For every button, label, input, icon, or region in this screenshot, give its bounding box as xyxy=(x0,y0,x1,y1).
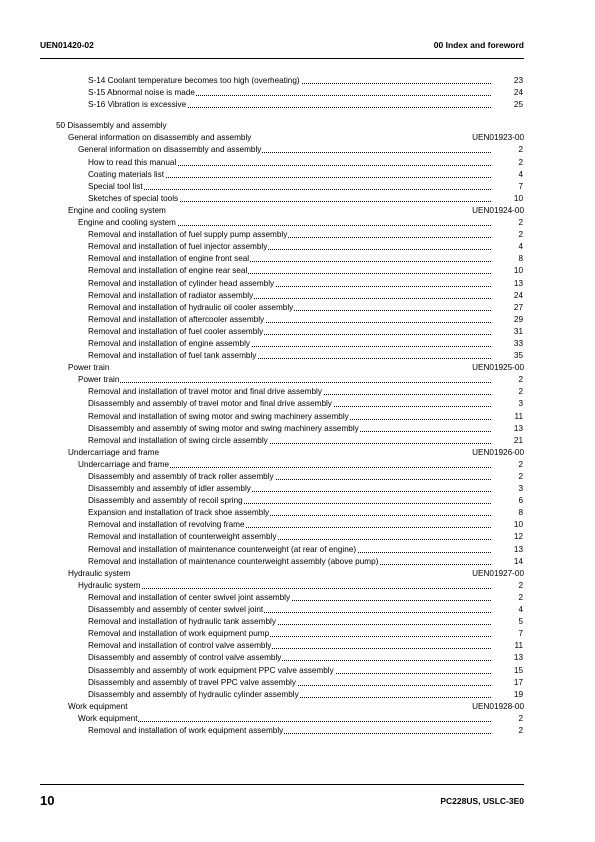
toc-entry xyxy=(0,144,595,156)
toc-entry xyxy=(0,701,595,713)
toc-entry xyxy=(0,580,595,592)
toc-entry xyxy=(0,398,595,410)
toc-page-number: 3 xyxy=(518,399,523,409)
toc-entry xyxy=(0,157,595,169)
toc-entry xyxy=(0,435,595,447)
toc-entry xyxy=(0,314,595,326)
toc-leader-dots xyxy=(78,374,491,386)
toc-document-code: UEN01928-00 xyxy=(472,701,524,711)
toc-page-number: 27 xyxy=(513,302,523,312)
toc-page-number: 2 xyxy=(518,157,523,167)
toc-entry-title: Disassembly and assembly of track roller assembly xyxy=(88,472,274,481)
toc-entry xyxy=(0,616,595,628)
toc-leader-dots xyxy=(78,144,491,156)
toc-entry xyxy=(0,507,595,519)
toc-entry-title: Removal and installation of center swivel joint assembly xyxy=(88,592,291,602)
toc-entry xyxy=(0,253,595,265)
document-code: UEN01420-02 xyxy=(40,40,94,50)
toc-entry-title: Removal and installation of aftercooler assembly xyxy=(88,314,265,324)
toc-entry xyxy=(0,99,595,111)
toc-entry xyxy=(0,181,595,193)
toc-page-number: 2 xyxy=(518,375,523,385)
toc-page-number: 4 xyxy=(518,169,523,179)
toc-leader-dots xyxy=(88,290,491,302)
toc-page-number: 7 xyxy=(518,629,523,639)
toc-entry xyxy=(0,471,595,483)
toc-leader-dots xyxy=(88,241,491,253)
toc-leader-dots xyxy=(88,725,491,737)
toc-page-number: 13 xyxy=(513,653,523,663)
toc-page-number: 13 xyxy=(513,544,523,554)
toc-page-number: 10 xyxy=(513,193,523,203)
toc-section-title: Power train xyxy=(68,362,110,374)
toc-entry xyxy=(0,531,595,543)
toc-leader-dots xyxy=(88,169,491,181)
toc-page-number: 13 xyxy=(513,278,523,288)
toc-leader-dots xyxy=(88,628,491,640)
toc-entry-title: S-14 Coolant temperature becomes too high (overheating) xyxy=(88,76,300,85)
toc-page-number: 24 xyxy=(513,290,523,300)
toc-entry xyxy=(0,592,595,604)
toc-leader-dots xyxy=(88,423,491,435)
toc-leader-dots xyxy=(88,99,491,111)
toc-entry-title: Expansion and installation of track shoe assembly xyxy=(88,508,270,518)
toc-entry xyxy=(0,677,595,689)
toc-entry xyxy=(0,483,595,495)
toc-leader-dots xyxy=(88,556,491,568)
toc-page-number: 11 xyxy=(514,641,523,651)
toc-leader-dots xyxy=(88,75,491,87)
toc-section-title: Engine and cooling system xyxy=(68,205,167,217)
toc-entry-title: Work equipment xyxy=(78,713,138,723)
toc-leader-dots xyxy=(88,253,491,265)
toc-page-number: 14 xyxy=(513,556,523,566)
toc-leader-dots xyxy=(78,217,491,229)
toc-section-title: Hydraulic system xyxy=(68,568,131,580)
toc-entry-title: Power train xyxy=(78,375,120,385)
toc-leader-dots xyxy=(88,507,491,519)
toc-entry-title: Removal and installation of radiator assembly xyxy=(88,290,254,300)
toc-leader-dots xyxy=(88,665,491,677)
toc-entry xyxy=(0,132,595,144)
section-title: 00 Index and foreword xyxy=(433,40,524,50)
toc-entry-title: Removal and installation of engine assembly xyxy=(88,338,251,348)
toc-page-number: 2 xyxy=(518,472,523,481)
toc-entry-title: How to read this manual xyxy=(88,157,177,167)
toc-entry-title: Removal and installation of engine front seal xyxy=(88,254,250,264)
toc-entry xyxy=(0,604,595,616)
toc-leader-dots xyxy=(78,580,491,592)
toc-entry xyxy=(0,290,595,302)
toc-entry-title: Removal and installation of maintenance counterweight (at rear of engine) xyxy=(88,544,357,554)
toc-leader-dots xyxy=(88,689,491,701)
toc-entry-title: Removal and installation of swing circle assembly xyxy=(88,435,268,445)
toc-page-number: 11 xyxy=(514,411,523,421)
toc-leader-dots xyxy=(88,640,491,652)
toc-entry-title: Disassembly and assembly of swing motor and swing machinery assembly xyxy=(88,423,359,433)
toc-entry xyxy=(0,265,595,277)
toc-entry-title: Removal and installation of hydraulic tank assembly xyxy=(88,617,276,627)
toc-leader-dots xyxy=(88,616,491,628)
toc-entry xyxy=(0,169,595,181)
toc-leader-dots xyxy=(88,544,491,556)
toc-leader-dots xyxy=(88,652,491,664)
toc-leader-dots xyxy=(88,531,491,543)
toc-entry-title: Disassembly and assembly of center swivel joint xyxy=(88,605,264,615)
toc-page-number: 21 xyxy=(513,435,523,445)
toc-leader-dots xyxy=(88,326,491,338)
toc-entry-title: Hydraulic system xyxy=(78,580,141,590)
toc-entry-title: Engine and cooling system xyxy=(78,218,176,228)
toc-page-number: 2 xyxy=(518,592,523,602)
toc-entry-title: Removal and installation of travel motor and final drive assembly xyxy=(88,387,322,397)
toc-leader-dots xyxy=(88,302,491,314)
toc-page-number: 2 xyxy=(518,387,523,397)
toc-entry-title: Removal and installation of engine rear seal xyxy=(88,266,248,276)
table-of-contents xyxy=(0,75,595,737)
toc-entry-title: Disassembly and assembly of recoil spring xyxy=(88,496,243,506)
toc-page-number: 23 xyxy=(513,76,523,85)
toc-leader-dots xyxy=(88,677,491,689)
toc-page-number: 8 xyxy=(518,508,523,518)
toc-page-number: 10 xyxy=(513,520,523,530)
toc-entry xyxy=(0,362,595,374)
toc-entry xyxy=(0,374,595,386)
toc-page-number: 31 xyxy=(513,326,523,336)
page-number: 10 xyxy=(40,793,55,808)
toc-leader-dots xyxy=(88,87,491,99)
toc-entry xyxy=(0,87,595,99)
toc-page-number: 2 xyxy=(518,459,523,469)
toc-leader-dots xyxy=(88,592,491,604)
toc-page-number: 8 xyxy=(518,254,523,264)
toc-entry xyxy=(0,120,595,132)
toc-entry-title: Undercarriage and frame xyxy=(78,459,170,469)
toc-entry-title: Disassembly and assembly of travel PPC valve assembly xyxy=(88,677,296,687)
toc-page-number: 33 xyxy=(513,338,523,348)
toc-entry-title: Removal and installation of fuel cooler assembly xyxy=(88,326,264,336)
toc-entry-title: Removal and installation of control valve assembly xyxy=(88,641,272,651)
toc-entry-title: Removal and installation of revolving frame xyxy=(88,520,245,530)
toc-entry-title: S-15 Abnormal noise is made xyxy=(88,88,195,98)
toc-leader-dots xyxy=(88,386,491,398)
toc-entry-title: General information on disassembly and assembly xyxy=(78,145,262,155)
toc-page-number: 4 xyxy=(518,242,523,252)
toc-leader-dots xyxy=(88,181,491,193)
toc-leader-dots xyxy=(88,471,491,483)
toc-entry xyxy=(0,302,595,314)
toc-leader-dots xyxy=(88,229,491,241)
toc-entry-title: Coating materials list xyxy=(88,169,164,179)
toc-entry-title: Removal and installation of work equipment pump xyxy=(88,629,270,639)
toc-document-code: UEN01926-00 xyxy=(472,447,524,457)
toc-entry-title: Sketches of special tools xyxy=(88,193,179,203)
toc-leader-dots xyxy=(88,350,491,362)
toc-entry xyxy=(0,665,595,677)
toc-entry xyxy=(0,338,595,350)
toc-entry xyxy=(0,326,595,338)
toc-leader-dots xyxy=(88,495,491,507)
toc-entry xyxy=(0,229,595,241)
toc-entry xyxy=(0,713,595,725)
toc-entry-title: Removal and installation of fuel supply pump assembly xyxy=(88,230,288,240)
toc-entry xyxy=(0,544,595,556)
toc-page-number: 2 xyxy=(518,713,523,723)
toc-leader-dots xyxy=(78,459,491,471)
toc-leader-dots xyxy=(88,338,491,350)
toc-leader-dots xyxy=(88,278,491,290)
toc-page-number: 2 xyxy=(518,580,523,590)
toc-chapter-title: 50 Disassembly and assembly xyxy=(56,120,168,132)
toc-page-number: 24 xyxy=(513,88,523,98)
toc-document-code: UEN01925-00 xyxy=(472,363,524,373)
toc-document-code: UEN01927-00 xyxy=(472,568,524,578)
toc-entry-title: Removal and installation of fuel tank assembly xyxy=(88,351,257,361)
toc-entry xyxy=(0,217,595,229)
toc-entry xyxy=(0,640,595,652)
header-rule xyxy=(40,58,524,59)
toc-entry xyxy=(0,75,595,87)
toc-entry-title: Disassembly and assembly of work equipment PPC valve assembly xyxy=(88,665,334,675)
toc-section-title: General information on disassembly and assembly xyxy=(68,132,252,144)
toc-entry-title: S-16 Vibration is excessive xyxy=(88,100,187,110)
toc-entry-title: Special tool list xyxy=(88,181,143,191)
toc-leader-dots xyxy=(88,435,491,447)
toc-page-number: 29 xyxy=(513,314,523,324)
toc-page-number: 15 xyxy=(513,665,523,675)
toc-entry-title: Removal and installation of hydraulic oil cooler assembly xyxy=(88,302,294,312)
toc-leader-dots xyxy=(78,713,491,725)
toc-entry-title: Removal and installation of maintenance counterweight assembly (above pump) xyxy=(88,556,379,566)
toc-page-number: 2 xyxy=(518,218,523,228)
toc-entry xyxy=(0,193,595,205)
toc-entry-title: Disassembly and assembly of hydraulic cylinder assembly xyxy=(88,689,299,699)
footer-rule xyxy=(40,784,524,785)
toc-page-number: 17 xyxy=(513,677,523,687)
toc-leader-dots xyxy=(88,483,491,495)
toc-section-title: Work equipment xyxy=(68,701,128,713)
toc-page-number: 5 xyxy=(518,617,523,627)
toc-page-number: 13 xyxy=(513,423,523,433)
toc-entry-title: Disassembly and assembly of travel motor and final drive assembly xyxy=(88,399,332,409)
toc-leader-dots xyxy=(88,314,491,326)
toc-page-number: 2 xyxy=(518,230,523,240)
toc-leader-dots xyxy=(88,411,491,423)
toc-entry xyxy=(0,652,595,664)
toc-spacer xyxy=(0,111,595,120)
toc-leader-dots xyxy=(88,193,491,205)
toc-entry xyxy=(0,447,595,459)
toc-entry xyxy=(0,725,595,737)
toc-entry xyxy=(0,519,595,531)
toc-page-number: 2 xyxy=(518,145,523,155)
toc-page-number: 3 xyxy=(518,484,523,494)
toc-entry xyxy=(0,423,595,435)
toc-page-number: 35 xyxy=(513,351,523,361)
toc-leader-dots xyxy=(88,604,491,616)
toc-page-number: 6 xyxy=(518,496,523,506)
toc-entry xyxy=(0,568,595,580)
toc-section-title: Undercarriage and frame xyxy=(68,447,160,459)
toc-entry xyxy=(0,495,595,507)
toc-entry-title: Disassembly and assembly of control valve assembly xyxy=(88,653,282,663)
toc-entry xyxy=(0,241,595,253)
toc-leader-dots xyxy=(88,398,491,410)
toc-page-number: 12 xyxy=(513,532,523,542)
toc-entry-title: Removal and installation of fuel injector assembly xyxy=(88,242,268,252)
toc-leader-dots xyxy=(88,265,491,277)
toc-entry-title: Removal and installation of swing motor and swing machinery assembly xyxy=(88,411,349,421)
model-name: PC228US, USLC-3E0 xyxy=(440,796,524,806)
toc-page-number: 2 xyxy=(518,725,523,735)
toc-entry xyxy=(0,278,595,290)
toc-entry xyxy=(0,556,595,568)
toc-entry-title: Removal and installation of work equipment assembly xyxy=(88,725,284,735)
page-header xyxy=(40,40,524,54)
toc-entry-title: Removal and installation of counterweight assembly xyxy=(88,532,277,542)
toc-entry xyxy=(0,386,595,398)
toc-page-number: 7 xyxy=(518,181,523,191)
toc-page-number: 19 xyxy=(513,689,523,699)
toc-entry xyxy=(0,689,595,701)
toc-page-number: 4 xyxy=(518,605,523,615)
toc-leader-dots xyxy=(88,157,491,169)
page-footer xyxy=(40,793,524,813)
toc-entry-title: Removal and installation of cylinder head assembly xyxy=(88,278,275,288)
toc-page-number: 25 xyxy=(513,100,523,110)
toc-entry-title: Disassembly and assembly of idler assembly xyxy=(88,484,251,494)
toc-entry xyxy=(0,411,595,423)
toc-entry xyxy=(0,459,595,471)
toc-entry xyxy=(0,350,595,362)
toc-page-number: 10 xyxy=(513,266,523,276)
toc-document-code: UEN01924-00 xyxy=(472,205,524,215)
toc-document-code: UEN01923-00 xyxy=(472,133,524,143)
toc-leader-dots xyxy=(88,519,491,531)
toc-entry xyxy=(0,628,595,640)
toc-entry xyxy=(0,205,595,217)
